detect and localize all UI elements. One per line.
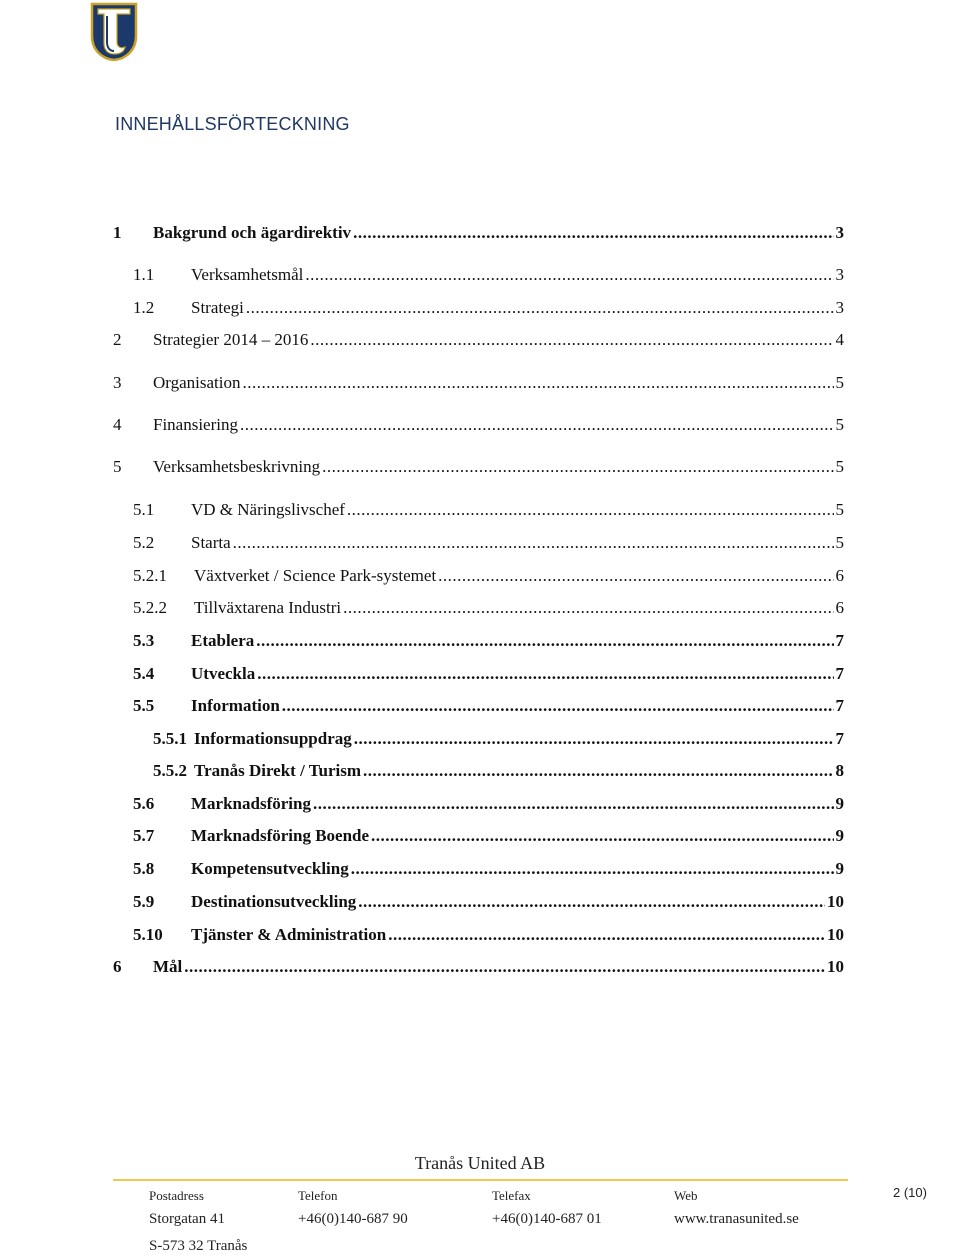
toc-entry[interactable] [133, 297, 844, 319]
toc-leader-dots [257, 663, 833, 685]
toc-entry-number: 5.2 [133, 533, 155, 552]
footer-address-line1: Storgatan 41 [149, 1211, 225, 1227]
toc-entry-page: 10 [827, 925, 844, 944]
toc-entry-number: 5.5.2 [153, 761, 187, 780]
toc-entry[interactable] [133, 597, 844, 619]
toc-leader-dots [371, 825, 833, 847]
toc-entry-page: 7 [835, 631, 844, 650]
toc-entry[interactable] [133, 565, 844, 587]
toc-entry-title: Starta [191, 533, 231, 552]
toc-entry-title: Marknadsföring Boende [191, 826, 370, 845]
toc-leader-dots [363, 760, 833, 782]
toc-entry-page: 7 [835, 729, 844, 748]
toc-entry[interactable] [113, 372, 844, 394]
footer-web-link[interactable]: www.tranasunited.se [674, 1211, 799, 1227]
toc-entry-page: 9 [835, 859, 844, 878]
toc-entry-title: Bakgrund och ägardirektiv [153, 223, 352, 242]
toc-entry-number: 4 [113, 415, 122, 434]
toc-heading: INNEHÅLLSFÖRTECKNING [115, 114, 350, 134]
toc-entry[interactable] [113, 329, 844, 351]
toc-entry-number: 3 [113, 373, 122, 392]
toc-leader-dots [233, 532, 834, 554]
toc-entry-title: Etablera [191, 631, 255, 650]
toc-entry-page: 8 [835, 761, 844, 780]
footer-company-name: Tranås United AB [414, 1153, 546, 1173]
toc-entry-page: 6 [835, 598, 844, 617]
page-counter: 2 (10) [893, 1185, 927, 1200]
toc-entry-title: Destinationsutveckling [191, 892, 357, 911]
toc-entry-page: 3 [835, 223, 844, 242]
toc-leader-dots [358, 891, 825, 913]
toc-entry-number: 6 [113, 957, 122, 976]
toc-leader-dots [347, 499, 834, 521]
toc-entry-title: Informationsuppdrag [194, 729, 352, 748]
toc-leader-dots [351, 858, 834, 880]
toc-entry[interactable] [133, 264, 844, 286]
toc-entry[interactable] [133, 499, 844, 521]
toc-leader-dots [282, 695, 834, 717]
toc-entry-number: 5.2.2 [133, 598, 167, 617]
toc-entry-number: 5.5 [133, 696, 155, 715]
toc-entry-title: Marknadsföring [191, 794, 311, 813]
toc-entry-number: 5.5.1 [153, 729, 187, 748]
toc-entry-title: Organisation [153, 373, 241, 392]
toc-entry-number: 5.2.1 [133, 566, 167, 585]
toc-leader-dots [240, 414, 834, 436]
toc-leader-dots [438, 565, 833, 587]
toc-entry-page: 3 [835, 265, 844, 284]
footer-label-web: Web [674, 1188, 698, 1203]
toc-entry[interactable] [153, 760, 844, 782]
toc-entry-title: Finansiering [153, 415, 238, 434]
toc-entry-number: 2 [113, 330, 122, 349]
footer-divider [113, 1179, 848, 1181]
toc-entry-title: Information [191, 696, 280, 715]
toc-entry[interactable] [133, 532, 844, 554]
toc-entry-title: Tranås Direkt / Turism [194, 761, 362, 780]
toc-entry[interactable] [133, 663, 844, 685]
toc-entry-page: 9 [835, 794, 844, 813]
footer-label-postal: Postadress [149, 1188, 204, 1203]
toc-entry-page: 7 [835, 664, 844, 683]
toc-entry-title: Utveckla [191, 664, 256, 683]
toc-entry-title: Tjänster & Administration [191, 925, 387, 944]
toc-entry-number: 5.6 [133, 794, 155, 813]
toc-entry[interactable] [133, 630, 844, 652]
toc-entry[interactable] [113, 456, 844, 478]
toc-entry-title: Verksamhetsmål [191, 265, 304, 284]
toc-entry-title: Tillväxtarena Industri [194, 598, 342, 617]
toc-leader-dots [246, 297, 834, 319]
toc-entry[interactable] [133, 793, 844, 815]
toc-leader-dots [353, 222, 833, 244]
toc-entry-number: 1.2 [133, 298, 155, 317]
toc-entry-number: 5.7 [133, 826, 155, 845]
toc-entry[interactable] [113, 956, 844, 978]
toc-entry-title: VD & Näringslivschef [191, 500, 345, 519]
toc-entry-title: Växtverket / Science Park-systemet [194, 566, 437, 585]
toc-entry-page: 3 [835, 298, 844, 317]
toc-entry[interactable] [133, 695, 844, 717]
toc-leader-dots [388, 924, 825, 946]
toc-leader-dots [243, 372, 834, 394]
toc-entry-number: 5.9 [133, 892, 155, 911]
toc-entry-number: 1 [113, 223, 122, 242]
toc-entry-number: 5.4 [133, 664, 155, 683]
toc-leader-dots [256, 630, 833, 652]
toc-entry-title: Kompetensutveckling [191, 859, 349, 878]
toc-leader-dots [305, 264, 833, 286]
toc-entry-title: Strategier 2014 – 2016 [153, 330, 309, 349]
footer-address-line2: S-573 32 Tranås [149, 1238, 248, 1254]
toc-entry-number: 5.8 [133, 859, 155, 878]
toc-leader-dots [322, 456, 833, 478]
toc-leader-dots [310, 329, 833, 351]
toc-entry-number: 5 [113, 457, 122, 476]
toc-entry[interactable] [113, 222, 844, 244]
toc-entry-number: 1.1 [133, 265, 155, 284]
toc-entry-page: 6 [835, 566, 844, 585]
toc-entry[interactable] [133, 858, 844, 880]
toc-entry-title: Verksamhetsbeskrivning [153, 457, 321, 476]
toc-entry[interactable] [113, 414, 844, 436]
toc-entry-page: 10 [827, 957, 844, 976]
toc-entry[interactable] [133, 891, 844, 913]
toc-entry-page: 5 [835, 533, 844, 552]
toc-leader-dots [354, 728, 834, 750]
toc-entry-page: 5 [835, 457, 844, 476]
footer-label-phone: Telefon [298, 1188, 338, 1203]
toc-entry-page: 7 [835, 696, 844, 715]
toc-entry[interactable] [153, 728, 844, 750]
toc-entry[interactable] [133, 825, 844, 847]
toc-entry-title: Strategi [191, 298, 244, 317]
toc-entry-page: 5 [835, 373, 844, 392]
toc-entry-page: 9 [835, 826, 844, 845]
footer-fax: +46(0)140-687 01 [492, 1211, 602, 1227]
toc-entry[interactable] [133, 924, 844, 946]
toc-leader-dots [313, 793, 834, 815]
toc-entry-page: 10 [827, 892, 844, 911]
toc-entry-page: 5 [835, 500, 844, 519]
toc-leader-dots [184, 956, 825, 978]
footer-phone: +46(0)140-687 90 [298, 1211, 408, 1227]
toc-entry-number: 5.1 [133, 500, 155, 519]
toc-entry-number: 5.10 [133, 925, 163, 944]
toc-entry-page: 4 [835, 330, 844, 349]
toc-entry-number: 5.3 [133, 631, 155, 650]
toc-entry-title: Mål [153, 957, 183, 976]
toc-leader-dots [343, 597, 833, 619]
footer-label-fax: Telefax [492, 1188, 531, 1203]
toc-entry-page: 5 [835, 415, 844, 434]
